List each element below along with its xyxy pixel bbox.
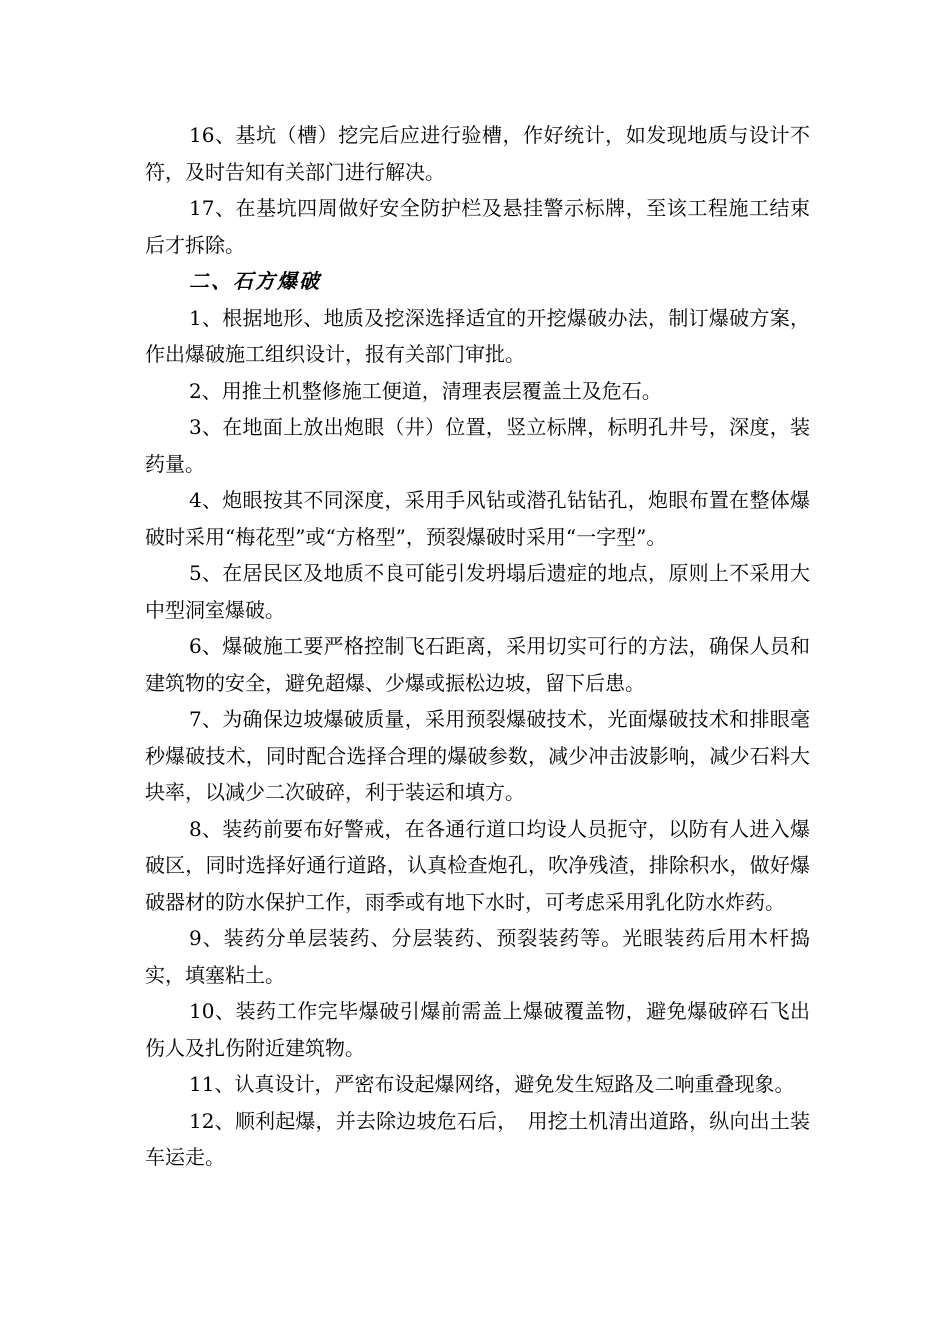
- paragraph-8: 8、装药前要布好警戒，在各通行道口均设人员扼守，以防有人进入爆破区，同时选择好通行道路，认真检查炮孔，吹净残渣，排除积水，做好爆破器材的防水保护工作，雨季或有地下水时，可考虑采用乳化防水炸药。: [145, 816, 810, 914]
- paragraph-1: 1、根据地形、地质及挖深选择适宜的开挖爆破办法，制订爆破方案，作出爆破施工组织设计，报有关部门审批。: [145, 305, 810, 366]
- section-heading: 二、石方爆破: [189, 269, 321, 293]
- document-page: [145, 117, 810, 1176]
- paragraph-4: 4、炮眼按其不同深度，采用手风钻或潜孔钻钻孔，炮眼布置在整体爆破时采用“梅花型”或“方格型”，预裂爆破时采用“一字型”。: [145, 488, 810, 549]
- paragraph-7: 7、为确保边坡爆破质量，采用预裂爆破技术，光面爆破技术和排眼毫秒爆破技术，同时配合选择合理的爆破参数，减少冲击波影响，减少石料大块率，以减少二次破碎，利于装运和填方。: [145, 707, 810, 804]
- paragraph-2: 2、用推土机整修施工便道，清理表层覆盖土及危石。: [189, 378, 662, 403]
- paragraph-3: 3、在地面上放出炮眼（井）位置，竖立标牌，标明孔井号，深度，装药量。: [145, 415, 810, 476]
- paragraph-6: 6、爆破施工要严格控制飞石距离，采用切实可行的方法，确保人员和建筑物的安全，避免超爆、少爆或振松边坡，留下后患。: [145, 634, 810, 695]
- paragraph-12: 12、顺利起爆，并去除边坡危石后， 用挖土机清出道路，纵向出土装车运走。: [145, 1108, 810, 1169]
- paragraph-17: 17、在基坑四周做好安全防护栏及悬挂警示标牌，至该工程施工结束后才拆除。: [145, 196, 810, 257]
- paragraph-5: 5、在居民区及地质不良可能引发坍塌后遗症的地点，原则上不采用大中型洞室爆破。: [145, 561, 810, 622]
- paragraph-10: 10、装药工作完毕爆破引爆前需盖上爆破覆盖物，避免爆破碎石飞出伤人及扎伤附近建筑物。: [145, 999, 810, 1060]
- paragraph-9: 9、装药分单层装药、分层装药、预裂装药等。光眼装药后用木杆捣实，填塞粘土。: [145, 926, 810, 987]
- paragraph-11: 11、认真设计，严密布设起爆网络，避免发生短路及二响重叠现象。: [189, 1072, 795, 1096]
- paragraph-16: 16、基坑（槽）挖完后应进行验槽，作好统计，如发现地质与设计不符，及时告知有关部门进行解决。: [145, 123, 810, 184]
